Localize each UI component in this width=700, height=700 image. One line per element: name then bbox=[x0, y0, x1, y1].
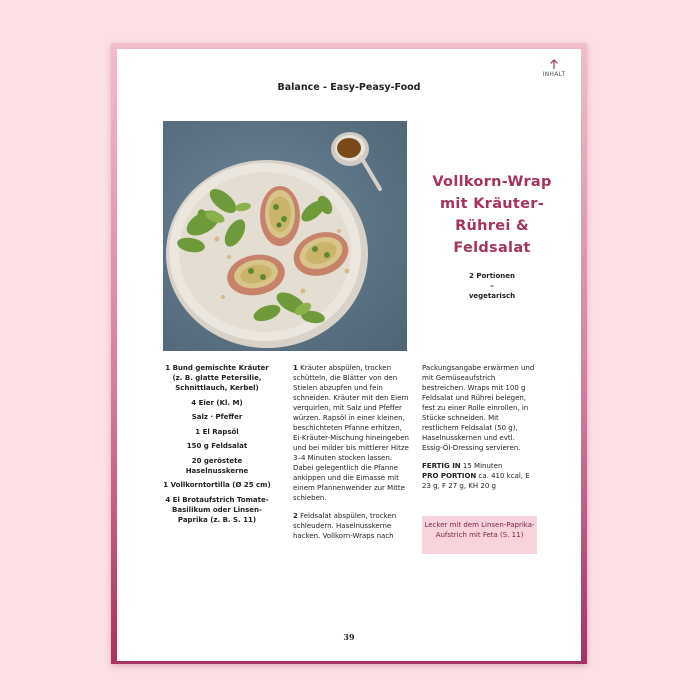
nutrition-info bbox=[422, 461, 536, 491]
ingredient-item: 1 Vollkorntortilla (Ø 25 cm) bbox=[163, 481, 271, 489]
recipe-title: Vollkorn-Wrap mit Kräuter-Rührei & Feldsalat bbox=[432, 174, 552, 256]
step-1 bbox=[293, 363, 411, 503]
time-label: FERTIG IN bbox=[422, 462, 461, 470]
recipe-meta bbox=[417, 271, 567, 301]
portions-label: 2 Portionen bbox=[469, 272, 515, 280]
step-1-number: 1 bbox=[293, 364, 298, 372]
page-frame bbox=[111, 43, 587, 664]
instructions-continued bbox=[422, 363, 536, 499]
tip-box: Lecker mit dem Linsen-Paprika-Aufstrich mit Feta (S. 11) bbox=[422, 516, 537, 554]
time-value: 15 Minuten bbox=[462, 462, 503, 470]
diet-label: vegetarisch bbox=[468, 292, 516, 300]
book-title: Balance - Easy-Peasy-Food bbox=[277, 82, 421, 93]
step-2-continued: Packungsangabe erwärmen und mit Gemüseaufstrich bestreichen. Wraps mit 100 g Feldsalat und Rührei belegen, fest zu einer Rolle einrollen, in Stücke schneiden. Mit restlichem Feldsalat (50 g), Haselnusskernen und evtl. Essig-Öl-Dressing servieren. bbox=[422, 364, 535, 452]
ingredient-list bbox=[163, 363, 271, 529]
ingredient-item: 4 Eier (Kl. M) bbox=[191, 398, 243, 407]
ingredient-item: 150 g Feldsalat bbox=[186, 442, 248, 450]
step-2-number: 2 bbox=[293, 512, 298, 520]
ingredient-item: 4 El Brotaufstrich Tomate-Basilikum oder Linsen-Paprika (z. B. S. 11) bbox=[165, 495, 269, 524]
meta-dash: – bbox=[490, 282, 494, 290]
inhalt-link[interactable] bbox=[539, 59, 569, 78]
step-1-text: Kräuter abspülen, trocken schütteln, die Blätter von den Stielen abzupfen und fein schneiden. Kräuter mit den Eiern verquirlen, mit Salz und Pfeffer würzen. Rapsöl in einer kleinen, beschichteten Pfanne erhitzen, Ei-Kräuter-Mischung hineingeben und bei milder bis mittlerer Hitze 3–4 Minuten stocken lassen. Dabei gelegentlich die Pfanne ankippen und die Eimasse mit einem Pfannenwender zur Mitte schieben. bbox=[293, 364, 409, 502]
ingredient-item: 1 El Rapsöl bbox=[195, 427, 239, 436]
inhalt-label: INHALT bbox=[542, 71, 566, 78]
arrow-up-icon bbox=[549, 59, 559, 70]
portion-value: ca. 410 kcal, E 23 g, F 27 g, KH 20 g bbox=[422, 472, 530, 490]
book-page bbox=[117, 49, 581, 661]
ingredient-item: Salz · Pfeffer bbox=[191, 413, 243, 421]
ingredient-item: 1 Bund gemischte Kräuter (z. B. glatte Petersilie, Schnittlauch, Kerbel) bbox=[165, 364, 269, 392]
step-2-text: Feldsalat abspülen, trocken schleudern. Haselnusskerne hacken. Vollkorn-Wraps nach bbox=[293, 512, 397, 540]
page-number: 39 bbox=[343, 632, 355, 642]
instructions-column bbox=[293, 363, 411, 549]
step-2 bbox=[293, 511, 411, 541]
recipe-photo bbox=[163, 121, 407, 351]
ingredient-item: 20 geröstete Haselnusskerne bbox=[185, 456, 249, 475]
portion-label: PRO PORTION bbox=[422, 472, 477, 480]
